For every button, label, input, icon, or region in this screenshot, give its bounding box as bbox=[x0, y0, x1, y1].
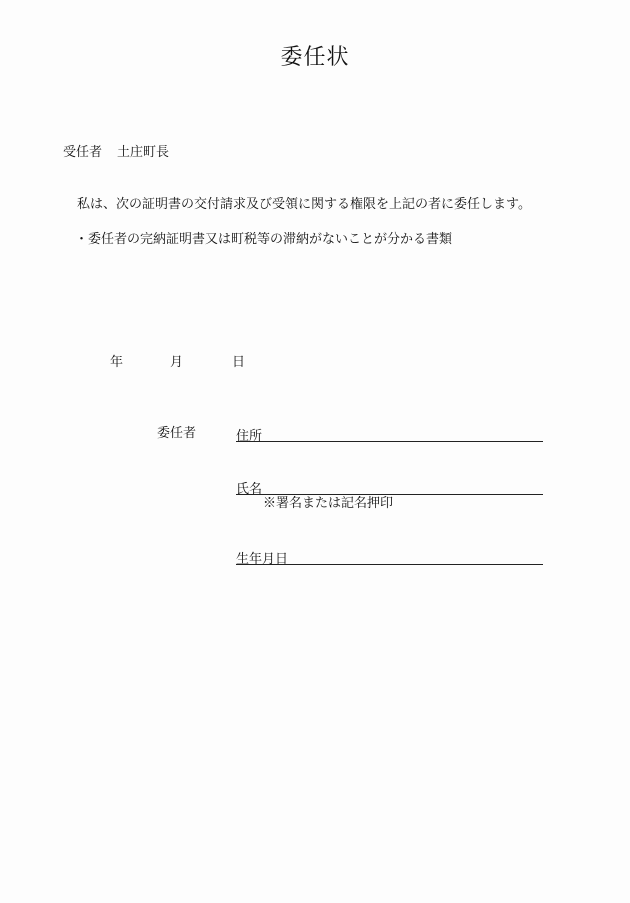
date-day-label: 日 bbox=[232, 355, 246, 370]
body-paragraph: 私は、次の証明書の交付請求及び受領に関する権限を上記の者に委任します。 bbox=[77, 197, 531, 212]
date-year-label: 年 bbox=[110, 355, 124, 370]
date-month-label: 月 bbox=[170, 355, 184, 370]
name-field[interactable] bbox=[236, 478, 543, 495]
signature-note: ※署名または記名押印 bbox=[263, 496, 394, 511]
birthdate-label: 生年月日 bbox=[236, 552, 289, 567]
recipient-name: 土庄町長 bbox=[117, 145, 170, 160]
address-field[interactable] bbox=[236, 425, 543, 442]
address-label: 住所 bbox=[236, 429, 263, 444]
bullet-item: ・委任者の完納証明書又は町税等の滞納がないことが分かる書類 bbox=[75, 232, 453, 247]
document-title: 委任状 bbox=[280, 45, 350, 70]
recipient-label: 受任者 bbox=[63, 145, 103, 160]
delegator-label: 委任者 bbox=[157, 426, 197, 441]
name-label: 氏名 bbox=[236, 482, 263, 497]
birthdate-field[interactable] bbox=[236, 548, 543, 565]
